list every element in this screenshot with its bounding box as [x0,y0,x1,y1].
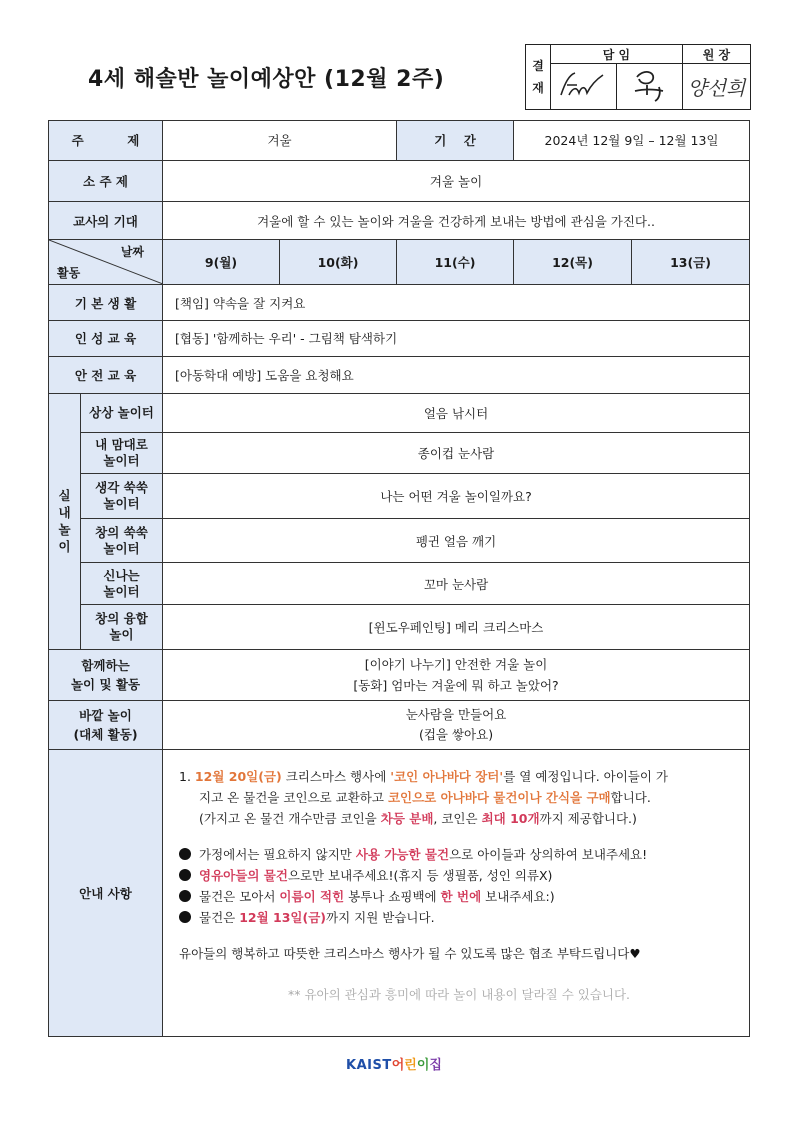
teacher-signature-2 [616,64,682,110]
zone-value: 나는 어떤 겨울 놀이일까요? [163,474,750,519]
notice-highlight: 최대 10개 [481,810,540,826]
outdoor-value [163,700,750,749]
principal-signature: 양선희 [682,64,750,110]
bullet-icon [179,848,191,860]
plan-table [48,120,750,1037]
expectation-value: 겨울에 할 수 있는 놀이와 겨울을 건강하게 보내는 방법에 관심을 가진다.. [163,201,750,240]
bullet-icon [179,890,191,902]
zone-name: 내 맘대로 놀이터 [81,433,163,474]
notice-bullet-1 [179,844,739,865]
notice-text: 합니다. [610,789,651,805]
page-title: 4세 해솔반 놀이예상안 (12월 2주) [88,67,445,92]
notice-content [163,749,750,1036]
zone-name: 창의 융합 놀이 [81,604,163,649]
notice-text: 물건은 [199,909,240,925]
notice-highlight: 이름이 적힌 [279,888,345,904]
topic-row [49,121,750,161]
notice-text: 보내주세요:) [481,888,555,904]
signature-stamp-icon [621,65,677,105]
period-value: 2024년 12월 9일 – 12월 13일 [514,121,750,161]
indoor-row [49,393,750,433]
logo-char: 집 [429,1058,442,1073]
signature-scribble-icon [555,65,611,105]
together-label: 함께하는 놀이 및 활동 [49,649,163,700]
notice-text: (가지고 온 물건 개수만큼 코인을 [199,810,381,826]
routine-row [49,285,750,321]
routine-label-basic: 기 본 생 활 [49,285,163,321]
notice-highlight: 사용 가능한 물건 [355,846,450,862]
notice-bullet-2 [179,865,739,886]
zone-value: 얼음 낚시터 [163,393,750,433]
zone-value: [윈도우페인팅] 메리 크리스마스 [163,604,750,649]
notice-highlight: 코인으로 아나바다 물건이나 간식을 구매 [387,789,611,805]
zone-name: 상상 놀이터 [81,393,163,433]
notice-highlight: 12월 20일(금) [194,768,282,784]
indoor-row [49,604,750,649]
day-thu: 12(목) [514,240,632,285]
notice-paragraph-3 [179,808,739,829]
indoor-row [49,519,750,563]
indoor-row [49,474,750,519]
approval-teacher-header: 담 임 [551,45,683,64]
notice-text: 가정에서는 필요하지 않지만 [199,846,356,862]
notice-highlight: 한 번에 [440,888,482,904]
day-mon: 9(월) [163,240,280,285]
teacher-signature-1 [551,64,617,110]
notice-closing [179,943,739,964]
zone-value: 꼬마 눈사람 [163,563,750,605]
zone-name: 창의 쑥쑥 놀이터 [81,519,163,563]
notice-label: 안내 사항 [49,749,163,1036]
topic-label: 주 제 [49,121,163,161]
zone-value: 펭귄 얼음 깨기 [163,519,750,563]
outdoor-label: 바깥 놀이 (대체 활동) [49,700,163,749]
subtopic-label: 소 주 제 [49,160,163,201]
notice-text: 물건은 모아서 [199,888,280,904]
logo-char: 린 [404,1058,417,1073]
day-wed: 11(수) [397,240,514,285]
together-line-1: [이야기 나누기] 안전한 겨울 놀이 [364,656,548,672]
routine-value-safety: [아동학대 예방] 도움을 요청해요 [163,356,750,393]
notice-highlight: 차등 분배 [380,810,434,826]
topic-value: 겨울 [163,121,397,161]
notice-text: 를 열 예정입니다. 아이들이 가 [503,768,668,784]
notice-text: 으로만 보내주세요!(휴지 등 생필품, 성인 의류X) [287,867,553,883]
outdoor-line-1: 눈사람을 만들어요 [405,706,507,722]
bullet-icon [179,869,191,881]
notice-text: 봉투나 쇼핑백에 [344,888,441,904]
zone-name: 신나는 놀이터 [81,563,163,605]
logo-char: 이 [416,1058,430,1073]
notice-text: 유아들의 행복하고 따뜻한 크리스마스 행사가 될 수 있도록 많은 협조 부탁드립니다 [179,945,630,961]
kaist-daycare-logo [346,1054,442,1073]
notice-paragraph-1 [179,766,739,787]
notice-text: 1. [179,768,195,784]
notice-highlight: 12월 13일(금) [239,909,327,925]
routine-row [49,356,750,393]
day-fri: 13(금) [632,240,750,285]
routine-label-character: 인 성 교 육 [49,321,163,357]
together-row [49,649,750,700]
notice-bullet-4 [179,907,739,928]
together-value [163,649,750,700]
activity-label: 활동 [57,266,81,281]
subtopic-row [49,160,750,201]
notice-paragraph-2 [179,787,739,808]
notice-row [49,749,750,1036]
approval-principal-header: 원 장 [682,45,750,64]
zone-value: 종이컵 눈사람 [163,433,750,474]
date-activity-header [49,240,163,285]
indoor-play-label: 실 내 놀 이 [49,393,81,649]
indoor-row [49,433,750,474]
notice-text: 까지 제공합니다.) [539,810,637,826]
outdoor-line-2: (컵을 쌓아요) [418,726,494,742]
together-line-2: [동화] 엄마는 겨울에 뭐 하고 놀았어? [353,677,559,693]
notice-text: 크리스마스 행사에 [281,768,391,784]
notice-text: 으로 아이들과 상의하여 보내주세요! [449,846,648,862]
notice-footnote: ** 유아의 관심과 흥미에 따라 놀이 내용이 달라질 수 있습니다. [288,986,631,1002]
notice-bullet-3 [179,886,739,907]
approval-side-label [526,45,551,110]
routine-row [49,321,750,357]
period-label: 기 간 [397,121,514,161]
notice-text: , 코인은 [433,810,482,826]
outdoor-row [49,700,750,749]
notice-highlight: '코인 아나바다 장터' [390,768,504,784]
expectation-row [49,201,750,240]
logo-char: 어 [391,1058,405,1073]
zone-name: 생각 쑥쑥 놀이터 [81,474,163,519]
routine-label-safety: 안 전 교 육 [49,356,163,393]
approval-side-2: 재 [532,81,544,95]
routine-value-basic: [책임] 약속을 잘 지켜요 [163,285,750,321]
date-label: 날짜 [120,245,145,260]
days-row [49,240,750,285]
approval-side-1: 결 [532,59,544,73]
day-tue: 10(화) [280,240,397,285]
notice-text: 지고 온 물건을 코인으로 교환하고 [199,789,388,805]
logo-text: KAIST [346,1058,392,1073]
bullet-icon [179,911,191,923]
heart-icon: ♥ [629,945,641,961]
expectation-label: 교사의 기대 [49,201,163,240]
indoor-row [49,563,750,605]
notice-highlight: 영유아들의 물건 [199,867,288,883]
approval-box [525,44,751,110]
subtopic-value: 겨울 놀이 [163,160,750,201]
routine-value-character: [협동] '함께하는 우리' - 그림책 탐색하기 [163,321,750,357]
notice-text: 까지 지원 받습니다. [326,909,435,925]
